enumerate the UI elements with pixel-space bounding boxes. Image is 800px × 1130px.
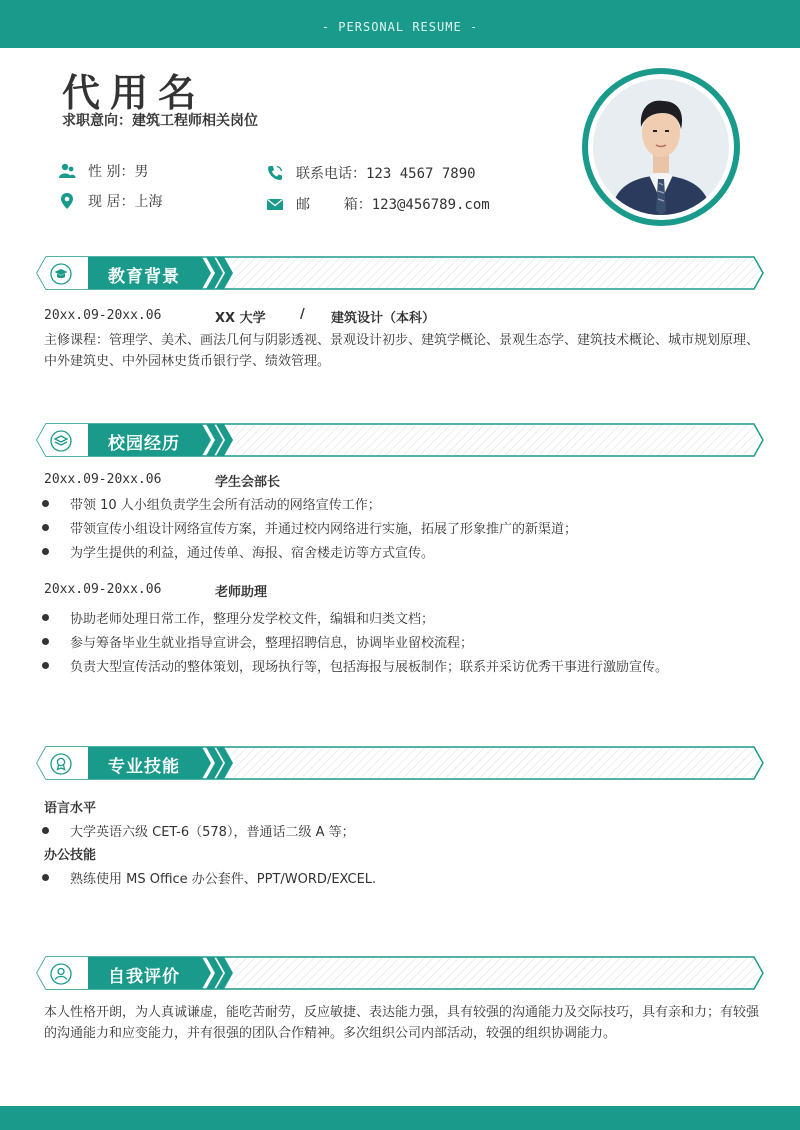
top-banner xyxy=(0,0,800,48)
list-item: 大学英语六级 CET-6（578），普通话二级 A 等； xyxy=(42,821,355,840)
campus-2-period: 20xx.09-20xx.06 xyxy=(44,582,162,597)
photo-frame xyxy=(582,68,740,226)
edu-courses: 主修课程：管理学、美术、画法几何与阴影透视、景观设计初步、建筑学概论、景观生态学、建筑技术概论、城市规划原理、中外建筑史、中外园林史货币银行学、绩效管理。 xyxy=(44,333,760,369)
gender-info xyxy=(58,161,148,181)
edu-school: XX 大学 xyxy=(215,311,266,326)
skill-office-title: 办公技能 xyxy=(44,848,97,863)
bottom-banner xyxy=(0,1106,800,1130)
campus-1-period: 20xx.09-20xx.06 xyxy=(44,472,162,487)
edu-separator: / xyxy=(300,307,305,322)
phone-info xyxy=(266,163,476,183)
job-intent: 求职意向：建筑工程师相关岗位 xyxy=(62,113,258,129)
section-title-campus: 校园经历 xyxy=(108,434,180,454)
list-item: 带领宣传小组设计网络宣传方案，并通过校内网络进行实施，拓展了形象推广的新渠道； xyxy=(42,518,577,537)
section-title-skills: 专业技能 xyxy=(108,757,180,777)
self-evaluation-text: 本人性格开朗，为人真诚谦虚，能吃苦耐劳，反应敏捷、表达能力强，具有较强的沟通能力及交际技巧，具有亲和力；有较强的沟通能力和应变能力，并有很强的团队合作精神。多次组织公司内部活动，较强的组织协调能力。 xyxy=(44,1005,760,1041)
section-education-header xyxy=(36,256,764,290)
user-circle-icon xyxy=(50,963,72,985)
list-item: 参与筹备毕业生就业指导宣讲会，整理招聘信息，协调毕业留校流程； xyxy=(42,632,473,651)
candidate-name: 代用名 xyxy=(62,71,207,115)
email-info xyxy=(266,194,490,214)
list-item: 协助老师处理日常工作，整理分发学校文件，编辑和归类文档； xyxy=(42,608,434,627)
email-text: 邮 箱：123@456789.com xyxy=(296,197,490,213)
list-item: 熟练使用 MS Office 办公套件、PPT/WORD/EXCEL. xyxy=(42,868,376,887)
layers-icon xyxy=(50,430,72,452)
section-evaluation-header xyxy=(36,956,764,990)
skill-language-title: 语言水平 xyxy=(44,801,97,816)
residence-info xyxy=(58,191,162,211)
gender-text: 性 别：男 xyxy=(88,164,149,180)
section-title-evaluation: 自我评价 xyxy=(108,967,180,987)
section-title-education: 教育背景 xyxy=(108,267,180,287)
campus-1-role: 学生会部长 xyxy=(215,475,281,490)
graduation-cap-icon xyxy=(50,263,72,285)
profile-photo xyxy=(593,79,729,215)
edu-period: 20xx.09-20xx.06 xyxy=(44,308,162,323)
campus-2-role: 老师助理 xyxy=(215,585,268,600)
phone-text: 联系电话：123 4567 7890 xyxy=(296,166,476,182)
section-skills-header xyxy=(36,746,764,780)
list-item: 负责大型宣传活动的整体策划，现场执行等，包括海报与展板制作；联系并采访优秀干事进行激励宣传。 xyxy=(42,656,668,675)
mail-icon xyxy=(266,195,284,213)
phone-icon xyxy=(266,164,284,182)
residence-text: 现 居：上海 xyxy=(88,194,163,210)
banner-tag: - PERSONAL RESUME - xyxy=(321,20,479,34)
award-ribbon-icon xyxy=(50,753,72,775)
edu-major: 建筑设计（本科） xyxy=(331,311,436,326)
person-icon xyxy=(58,162,76,180)
location-pin-icon xyxy=(58,192,76,210)
section-campus-header xyxy=(36,423,764,457)
list-item: 带领 10 人小组负责学生会所有活动的网络宣传工作； xyxy=(42,494,381,513)
list-item: 为学生提供的利益，通过传单、海报、宿舍楼走访等方式宣传。 xyxy=(42,542,434,561)
